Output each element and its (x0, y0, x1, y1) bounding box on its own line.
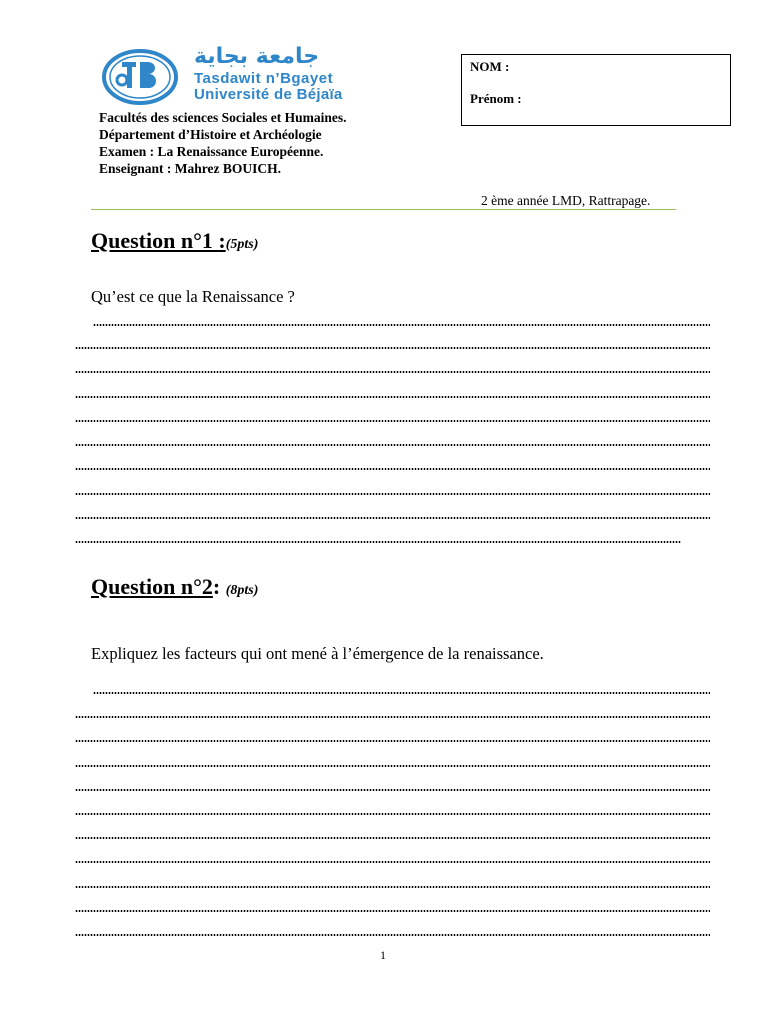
prenom-label: Prénom : (470, 91, 522, 106)
nom-label: NOM : (470, 59, 510, 74)
answer-line[interactable] (75, 347, 710, 349)
department-line: Département d’Histoire et Archéologie (99, 127, 322, 142)
level-line: 2 ème année LMD, Rattrapage. (481, 193, 651, 208)
university-emblem-icon (100, 48, 190, 106)
answer-line[interactable] (75, 910, 710, 912)
question-1-title (91, 228, 258, 254)
answer-line[interactable] (75, 813, 710, 815)
answer-line[interactable] (75, 371, 710, 373)
answer-line[interactable] (75, 541, 681, 543)
question-1-points: (5pts) (225, 237, 259, 252)
answer-line[interactable] (75, 886, 710, 888)
answer-line[interactable] (75, 789, 710, 791)
student-identity-box (461, 54, 731, 126)
answer-line[interactable] (75, 837, 710, 839)
answer-line[interactable] (75, 493, 710, 495)
university-name-berber: Tasdawit n’Bgayet (194, 70, 334, 87)
question-2-title (91, 574, 258, 600)
question-1-label: Question n°1 (91, 228, 219, 253)
answer-line[interactable] (75, 934, 710, 936)
answer-line[interactable] (75, 396, 710, 398)
exam-line: Examen : La Renaissance Européenne. (99, 144, 324, 159)
answer-line[interactable] (93, 324, 710, 326)
question-2-points: (8pts) (225, 583, 259, 598)
question-2-colon: : (212, 574, 221, 599)
question-2-label: Question n°2 (91, 574, 213, 599)
answer-line[interactable] (75, 765, 710, 767)
faculty-line: Facultés des sciences Sociales et Humaines. (99, 110, 347, 125)
question-1-text: Qu’est ce que la Renaissance ? (91, 287, 295, 306)
answer-line[interactable] (75, 861, 710, 863)
university-name-french: Université de Béjaïa (194, 86, 343, 103)
question-2-text: Expliquez les facteurs qui ont mené à l’émergence de la renaissance. (91, 644, 544, 663)
teacher-line: Enseignant : Mahrez BOUICH. (99, 161, 282, 176)
answer-line[interactable] (75, 716, 710, 718)
header-divider (91, 209, 676, 210)
answer-line[interactable] (75, 444, 710, 446)
university-name-arabic: جامعة بجاية (194, 44, 320, 69)
answer-line[interactable] (75, 420, 710, 422)
answer-line[interactable] (75, 740, 710, 742)
answer-line[interactable] (93, 692, 710, 694)
question-1-colon: : (218, 228, 226, 253)
answer-line[interactable] (75, 517, 710, 519)
answer-line[interactable] (75, 468, 710, 470)
page-number: 1 (380, 948, 386, 962)
